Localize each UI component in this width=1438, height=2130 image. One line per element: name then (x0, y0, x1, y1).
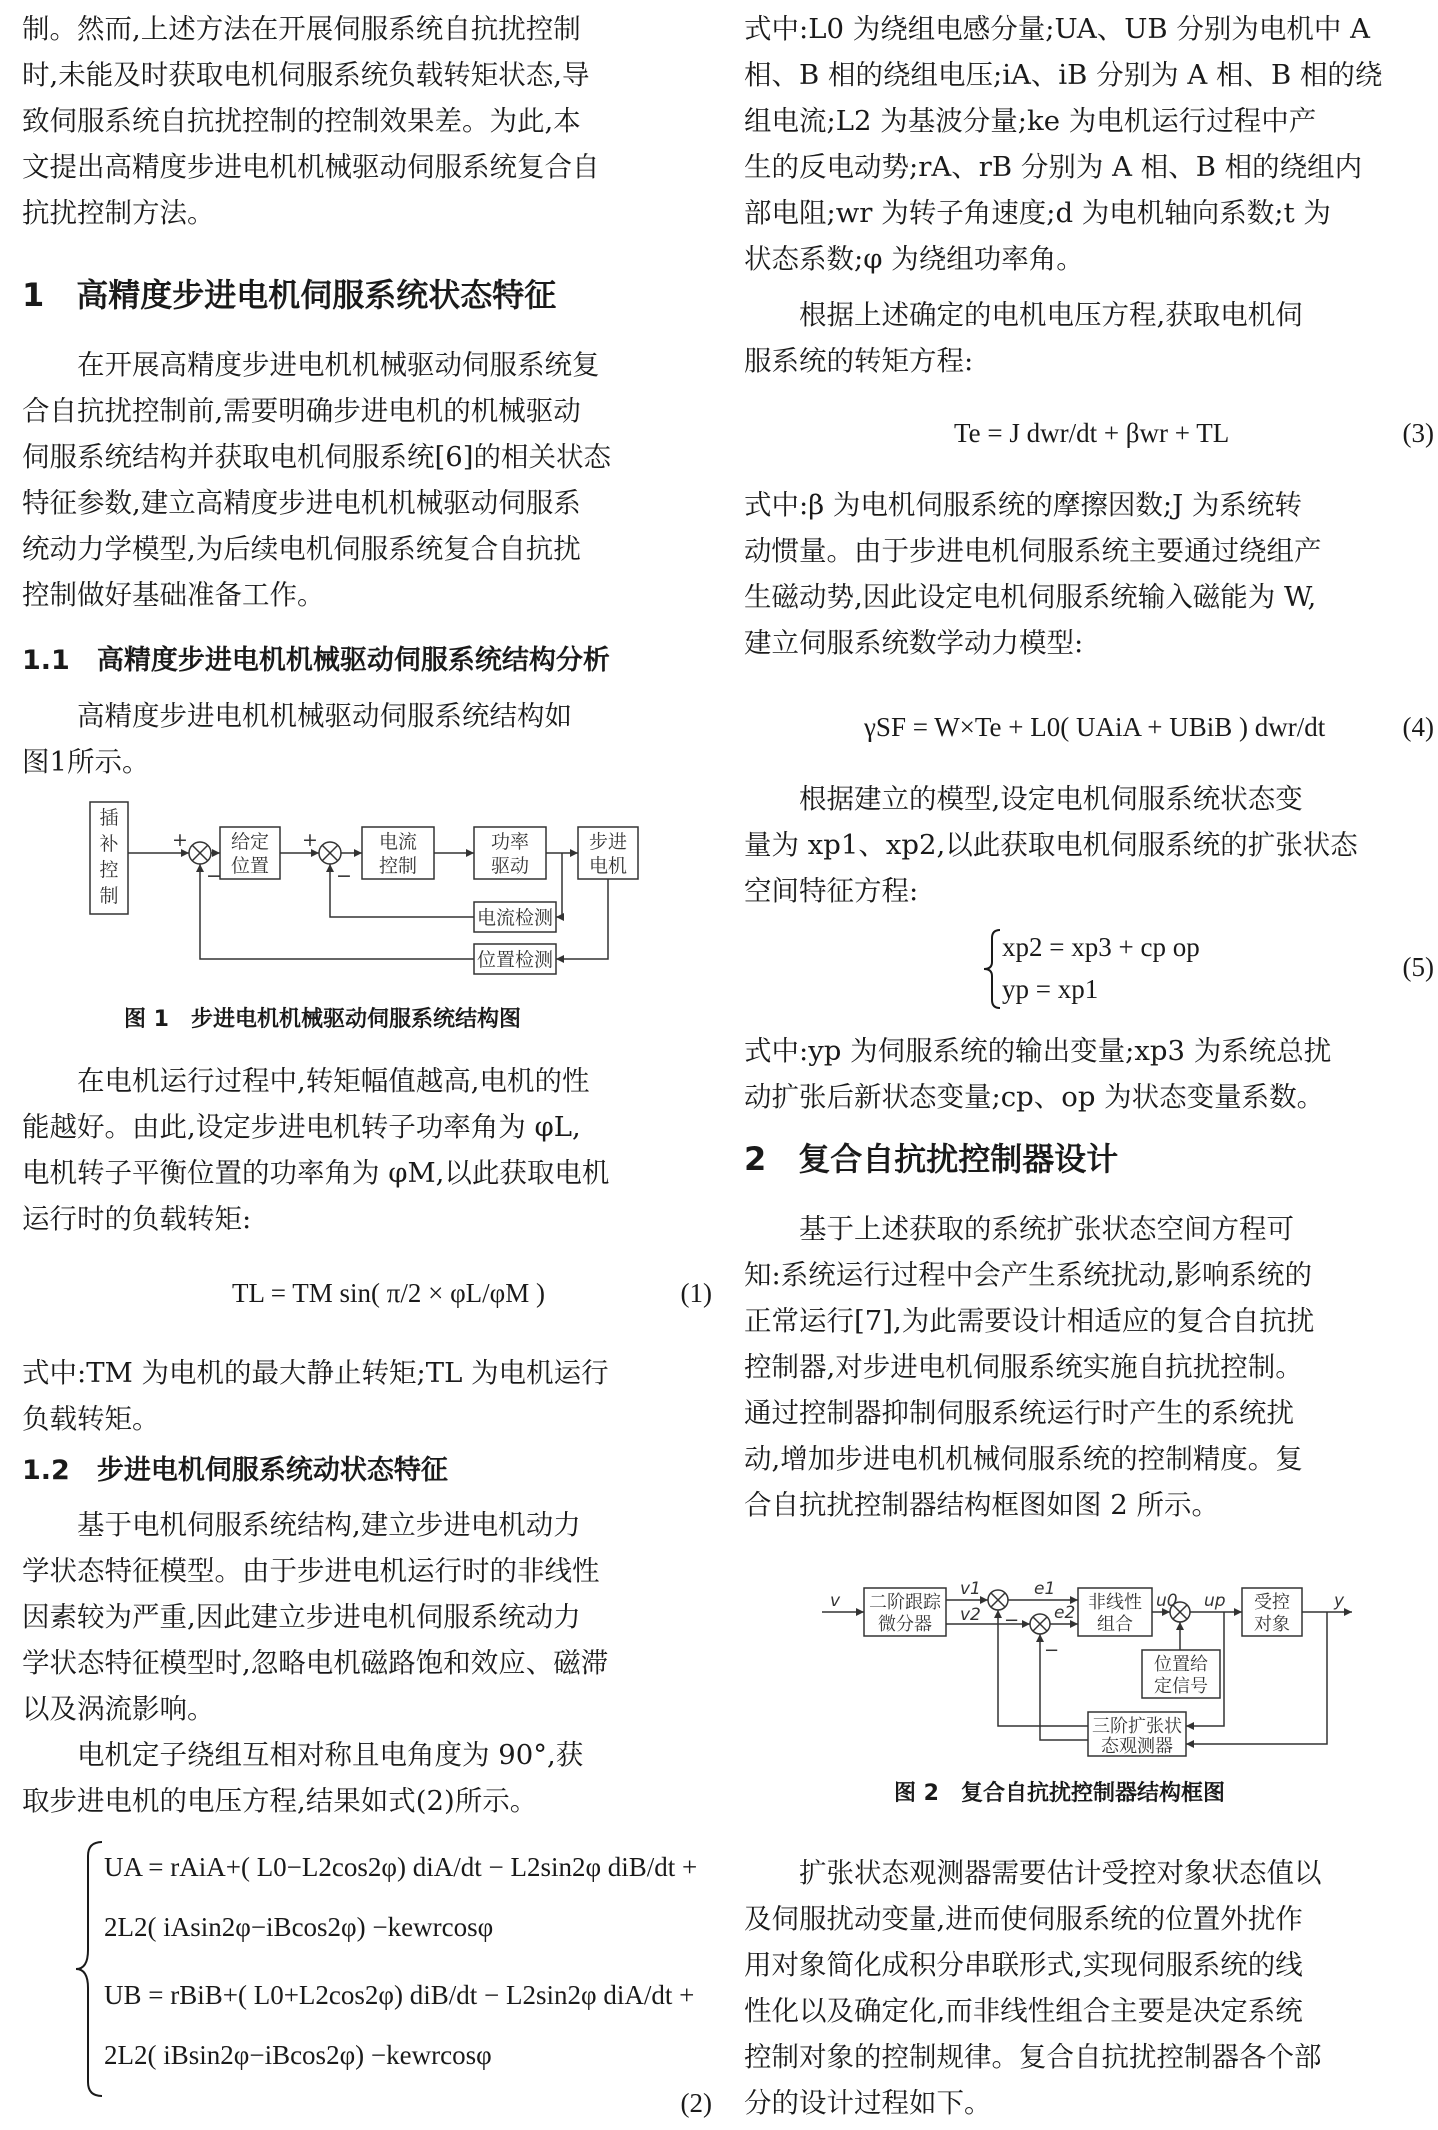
paragraph-torque: 根据上述确定的电机电压方程,获取电机伺 服系统的转矩方程: (744, 299, 1303, 377)
fig2-input-v: v (830, 1591, 841, 1611)
section-1-1-title: 1.1 高精度步进电机机械驱动伺服系统结构分析 (22, 645, 610, 676)
equation-4: γSF = W×Te + L0( UAiA + UBiB ) dwr/dt (864, 712, 1326, 742)
fig2-plant-line-1: 受控 (1254, 1592, 1290, 1613)
equation-3-number: (3) (1402, 418, 1434, 448)
equation-5-line-1: xp2 = xp3 + cp op (1002, 932, 1200, 962)
paragraph-section-1: 在开展高精度步进电机机械驱动伺服系统复 合自抗扰控制前,需要明确步进电机的机械驱动 伺服系统结构并获取电机伺服系统[6]的相关状态 特征参数,建立高精度步进电机机械驱动伺服系 统动力学模型,为后续电机伺服系统复合自抗扰 控制做好基础准备工作。 (22, 349, 611, 611)
equation-2-line-2: 2L2( iAsin2φ−iBcos2φ) −kewrcosφ (104, 1912, 494, 1942)
fig1-interp-char-2: 补 (99, 833, 119, 855)
paragraph-section-1-1: 高精度步进电机机械驱动伺服系统结构如 图1所示。 (22, 700, 572, 778)
paragraph-eso: 扩张状态观测器需要估计受控对象状态值以 及伺服扰动变量,进而使伺服系统的位置外扰作 用对象简化成积分串联形式,实现伺服系统的线 性化以及确定化,而非线性组合主要是决定系统 控制对象的控制规律。复合自抗扰控制器各个部 分的设计过程如下。 (744, 1857, 1322, 2119)
equation-5-brace (982, 928, 1004, 1010)
paragraph-equation-3: 式中:β 为电机伺服系统的摩擦因数;J 为系统转 动惯量。由于步进电机伺服系统主要通过绕组产 生磁动势,因此设定电机伺服系统输入磁能为 W, 建立伺服系统数学动力模型: (744, 489, 1322, 659)
figure-1-diagram (82, 790, 642, 990)
paragraph-equation-4: 根据建立的模型,设定电机伺服系统状态变 量为 xp1、xp2,以此获取电机伺服系统的扩张状态 空间特征方程: (744, 783, 1358, 907)
fig1-motor-line-1: 步进 (588, 831, 628, 853)
fig1-interp-char-3: 控 (99, 859, 119, 881)
fig2-nonlinear-line-1: 非线性 (1088, 1592, 1142, 1613)
paragraph-equation-1: 式中:TM 为电机的最大静止转矩;TL 为电机运行 负载转矩。 (22, 1357, 609, 1435)
fig1-minus-1: − (206, 865, 222, 887)
fig2-tracker-line-1: 二阶跟踪 (869, 1592, 941, 1613)
fig1-plus-1: + (172, 829, 188, 851)
figure-1-caption: 图 1 步进电机机械驱动伺服系统结构图 (124, 1007, 521, 1032)
fig2-nonlinear-line-2: 组合 (1097, 1614, 1133, 1635)
fig2-signal-e1: e1 (1034, 1579, 1056, 1599)
paragraph-motor-running: 在电机运行过程中,转矩幅值越高,电机的性 能越好。由此,设定步进电机转子功率角为 φL, 电机转子平衡位置的功率角为 φM,以此获取电机 运行时的负载转矩: (22, 1065, 610, 1235)
fig1-current-line-1: 电流 (378, 831, 418, 853)
fig2-signal-v1: v1 (960, 1579, 981, 1599)
fig2-signal-v2: v2 (960, 1605, 981, 1625)
equation-1: TL = TM sin( π/2 × φL/φM ) (232, 1278, 545, 1308)
equation-5-line-2: yp = xp1 (1002, 974, 1099, 1004)
fig1-power-line-2: 驱动 (490, 855, 530, 877)
fig1-interp-char-4: 制 (99, 885, 119, 907)
equation-2-line-1: UA = rAiA+( L0−L2cos2φ) diA/dt − L2sin2φ diB/dt + (104, 1852, 698, 1882)
figure-2-caption: 图 2 复合自抗扰控制器结构框图 (894, 1781, 1225, 1806)
equation-5-number: (5) (1402, 952, 1434, 982)
paragraph-intro: 制。然而,上述方法在开展伺服系统自抗扰控制 时,未能及时获取电机伺服系统负载转矩状态,导 致伺服系统自抗扰控制的控制效果差。为此,本 文提出高精度步进电机机械驱动伺服系统复合自 抗扰控制方法。 (22, 13, 600, 229)
figure-2-diagram (812, 1566, 1372, 1762)
fig1-current-line-2: 控制 (378, 855, 418, 877)
fig1-power-line-1: 功率 (490, 831, 530, 853)
paragraph-equation-5: 式中:yp 为伺服系统的输出变量;xp3 为系统总扰 动扩张后新状态变量;cp、op 为状态变量系数。 (744, 1035, 1332, 1113)
section-2-title: 2 复合自抗扰控制器设计 (744, 1140, 1119, 1178)
fig1-current-detect: 电流检测 (476, 907, 554, 929)
section-1-2-title: 1.2 步进电机伺服系统动状态特征 (22, 1455, 448, 1486)
paragraph-section-2: 基于上述获取的系统扩张状态空间方程可 知:系统运行过程中会产生系统扰动,影响系统的 正常运行[7],为此需要设计相适应的复合自抗扰 控制器,对步进电机伺服系统实施自抗扰控制。 通过控制器抑制伺服系统运行时产生的系统扰 动,增加步进电机机械伺服系统的控制精度。复 合自抗扰控制器结构框图如图 2 所示。 (744, 1213, 1315, 1521)
fig2-posgiven-line-2: 定信号 (1154, 1676, 1208, 1697)
fig2-plant-line-2: 对象 (1254, 1614, 1290, 1635)
equation-2-line-4: 2L2( iBsin2φ−iBcos2φ) −kewrcosφ (104, 2040, 492, 2070)
fig2-signal-e2: e2 (1054, 1603, 1076, 1623)
fig2-eso-line-1: 三阶扩张状 (1092, 1716, 1182, 1737)
fig1-plus-2: + (302, 829, 318, 851)
fig1-given-line-2: 位置 (230, 855, 270, 877)
equation-1-number: (1) (680, 1278, 712, 1308)
paragraph-equation-2: 式中:L0 为绕组电感分量;UA、UB 分别为电机中 A 相、B 相的绕组电压;iA、iB 分别为 A 相、B 相的绕 组电流;L2 为基波分量;ke 为电机运行过程中产 生的反电动势;rA、rB 分别为 A 相、B 相的绕组内 部电阻;wr 为转子角速度;d 为电机轴向系数;t 为 状态系数;φ 为绕组功率角。 (744, 13, 1383, 275)
fig1-motor-line-2: 电机 (588, 855, 628, 877)
fig2-minus-2: − (1044, 1640, 1060, 1661)
fig2-minus-1: − (1004, 1610, 1020, 1631)
fig2-tracker-line-2: 微分器 (878, 1614, 932, 1635)
fig1-given-line-1: 给定 (230, 831, 270, 853)
fig1-position-detect: 位置检测 (476, 949, 554, 971)
paragraph-section-1-2: 基于电机伺服系统结构,建立步进电机动力 学状态特征模型。由于步进电机运行时的非线性 因素较为严重,因此建立步进电机伺服系统动力 学状态特征模型时,忽略电机磁路饱和效应、磁滞 以及涡流影响。 电机定子绕组互相对称且电角度为 90°,获 取步进电机的电压方程,结果如式(2)所示。 (22, 1509, 609, 1817)
section-1-title: 1 高精度步进电机伺服系统状态特征 (22, 276, 557, 314)
fig1-interp-char-1: 插 (99, 807, 119, 829)
fig2-eso-line-2: 态观测器 (1101, 1736, 1173, 1757)
fig2-output-y: y (1334, 1591, 1345, 1611)
equation-2-number: (2) (680, 2088, 712, 2118)
fig2-signal-up: up (1204, 1591, 1226, 1611)
equation-3: Te = J dwr/dt + βwr + TL (954, 418, 1230, 448)
equation-2-line-3: UB = rBiB+( L0+L2cos2φ) diB/dt − L2sin2φ diA/dt + (104, 1980, 695, 2010)
equation-4-number: (4) (1402, 712, 1434, 742)
fig1-minus-2: − (336, 865, 352, 887)
fig2-signal-u0: u0 (1156, 1591, 1178, 1611)
fig2-posgiven-line-1: 位置给 (1154, 1654, 1208, 1675)
